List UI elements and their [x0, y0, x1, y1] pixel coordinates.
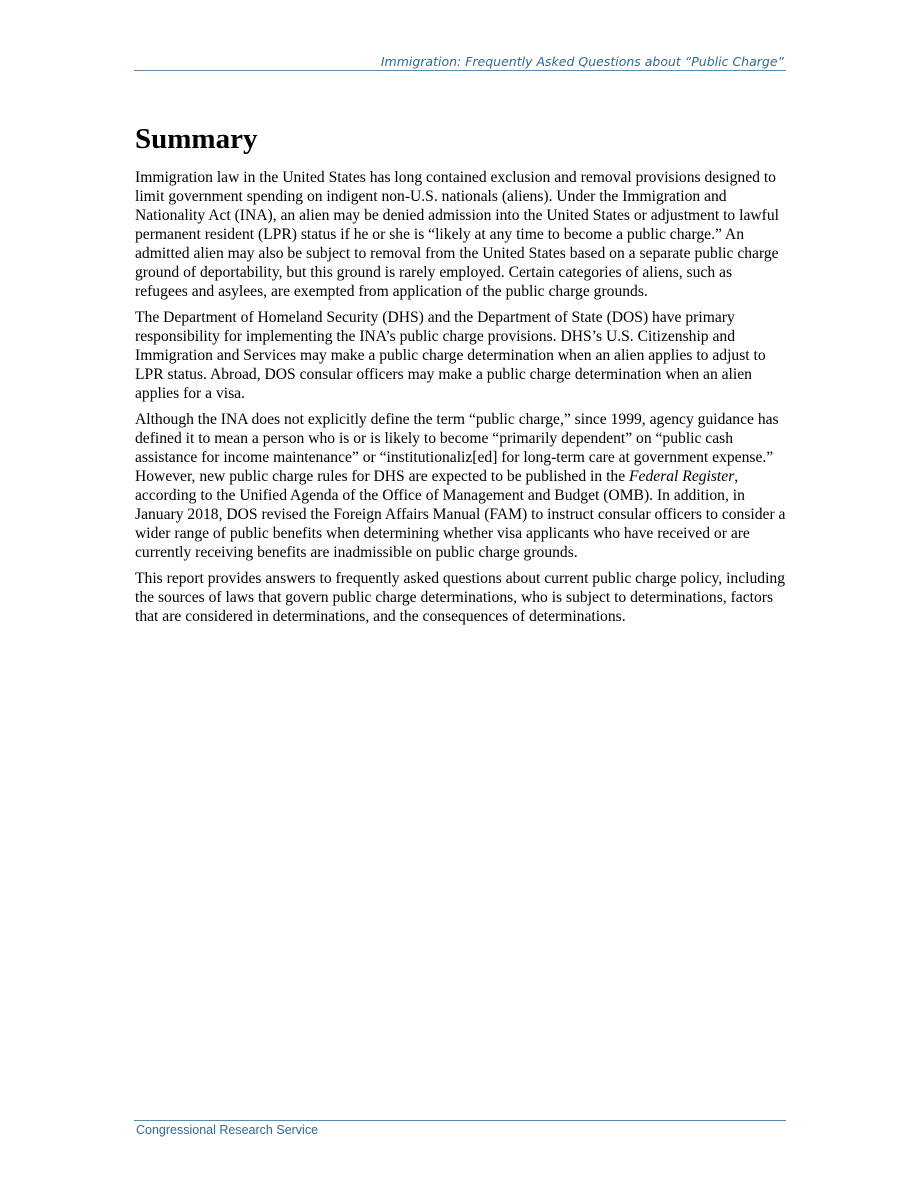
federal-register-citation: Federal Register	[629, 468, 735, 485]
paragraph-2: The Department of Homeland Security (DHS) and the Department of State (DOS) have primary responsibility for implementing the INA’s public charge provisions. DHS’s U.S. Citizenship and Immigration and Services may make a public charge determination when an alien applies to adjust to LPR status. Abroad, DOS consular officers may make a public charge determination when an alien applies for a visa.	[135, 309, 766, 402]
summary-body	[135, 168, 787, 633]
running-footer	[134, 1120, 786, 1141]
footer-organization: Congressional Research Service	[136, 1123, 319, 1137]
paragraph-3-text-b: , according to the Unified Agenda of the Office of Management and Budget (OMB). In addition, in January 2018, DOS revised the Foreign Affairs Manual (FAM) to instruct consular officers to consider a wider range of public benefits when determining whether visa applicants who have received or are currently receiving benefits are inadmissible on public charge grounds.	[135, 468, 786, 561]
running-header-title: Immigration: Frequently Asked Questions about “Public Charge”	[380, 54, 784, 69]
section-heading: Summary	[135, 123, 258, 155]
paragraph-3	[135, 410, 787, 562]
paragraph-1: Immigration law in the United States has long contained exclusion and removal provisions designed to limit government spending on indigent non-U.S. nationals (aliens). Under the Immigration and Nationality Act (INA), an alien may be denied admission into the United States or adjustment to lawful permanent resident (LPR) status if he or she is “likely at any time to become a public charge.” An admitted alien may also be subject to removal from the United States based on a separate public charge ground of deportability, but this ground is rarely employed. Certain categories of aliens, such as refugees and asylees, are exempted from application of the public charge grounds.	[135, 169, 779, 300]
running-header	[134, 54, 786, 71]
paragraph-3-text-a: Although the INA does not explicitly define the term “public charge,” since 1999, agency guidance has defined it to mean a person who is or is likely to become “primarily dependent” on “public cash assistance for income maintenance” or “institutionaliz[ed] for long-term care at government expense.” However, new public charge rules for DHS are expected to be published in the	[135, 411, 779, 485]
paragraph-4: This report provides answers to frequently asked questions about current public charge policy, including the sources of laws that govern public charge determinations, who is subject to determinations, factors that are considered in determinations, and the consequences of determinations.	[135, 570, 786, 625]
